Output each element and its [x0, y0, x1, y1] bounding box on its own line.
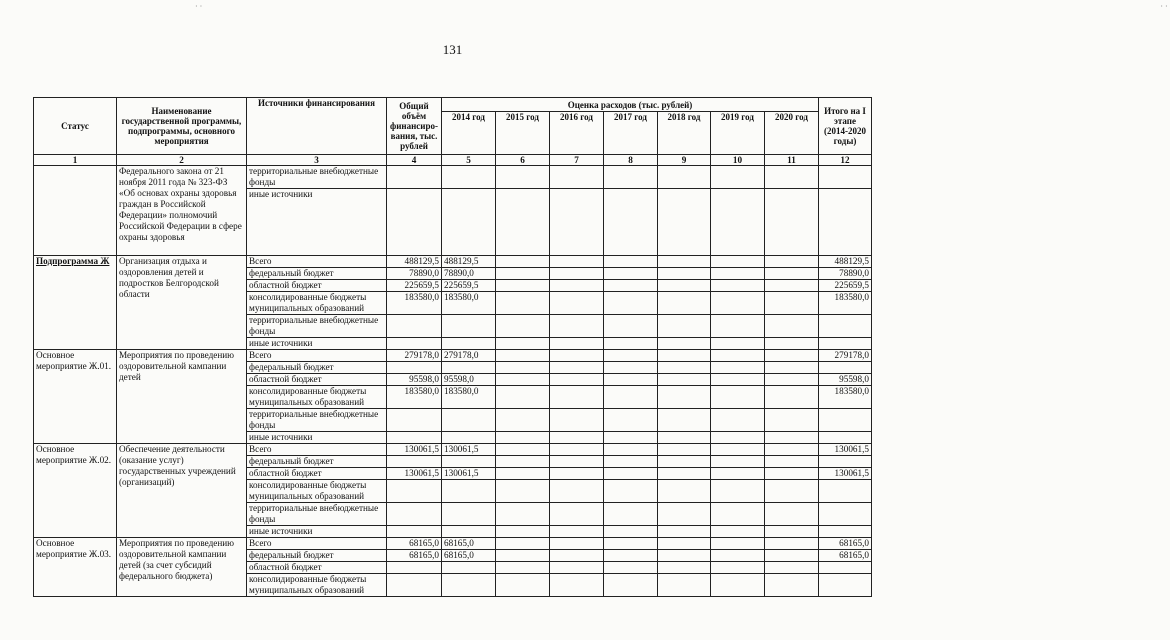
empty-cell	[550, 338, 604, 350]
stage-total-cell: 78890,0	[819, 268, 872, 280]
source-cell: территориальные внебюджетные фонды	[247, 315, 387, 338]
empty-cell	[658, 538, 711, 550]
empty-cell	[765, 338, 819, 350]
column-number: 2	[117, 155, 247, 166]
year-2014-cell: 183580,0	[442, 386, 496, 409]
empty-cell	[604, 409, 658, 432]
empty-cell	[711, 432, 765, 444]
empty-cell	[496, 166, 550, 189]
empty-cell	[765, 562, 819, 574]
year-2014-cell: 225659,5	[442, 280, 496, 292]
empty-cell	[550, 166, 604, 189]
page-number: 131	[442, 42, 463, 57]
total-volume-cell: 68165,0	[387, 550, 442, 562]
empty-cell	[604, 574, 658, 597]
total-volume-cell	[387, 503, 442, 526]
empty-cell	[658, 432, 711, 444]
total-volume-cell: 225659,5	[387, 280, 442, 292]
total-volume-cell	[387, 526, 442, 538]
empty-cell	[550, 456, 604, 468]
stage-total-cell	[819, 456, 872, 468]
header-sources: Источники финансирования	[247, 98, 387, 155]
source-cell: территориальные внебюджетные фонды	[247, 166, 387, 189]
empty-cell	[604, 166, 658, 189]
source-cell: областной бюджет	[247, 374, 387, 386]
source-cell: Всего	[247, 538, 387, 550]
budget-table	[33, 97, 872, 597]
stage-total-cell: 130061,5	[819, 468, 872, 480]
header-year: 2018 год	[658, 112, 711, 155]
header-year: 2015 год	[496, 112, 550, 155]
header-year: 2014 год	[442, 112, 496, 155]
empty-cell	[550, 292, 604, 315]
table-row	[34, 166, 872, 189]
empty-cell	[496, 268, 550, 280]
source-cell: Всего	[247, 444, 387, 456]
empty-cell	[604, 292, 658, 315]
empty-cell	[604, 350, 658, 362]
empty-cell	[604, 456, 658, 468]
status-cell: Подпрограмма Ж	[34, 256, 117, 350]
total-volume-cell	[387, 574, 442, 597]
empty-cell	[658, 374, 711, 386]
source-cell: федеральный бюджет	[247, 362, 387, 374]
empty-cell	[550, 503, 604, 526]
empty-cell	[604, 468, 658, 480]
empty-cell	[711, 338, 765, 350]
stage-total-cell: 68165,0	[819, 538, 872, 550]
stage-total-cell	[819, 409, 872, 432]
empty-cell	[765, 350, 819, 362]
program-name: Федерального закона от 21 ноября 2011 года № 323-ФЗ «Об основах охраны здоровья граждан в Российской Федерации» полномочий Российской Федерации в сфере охраны здоровья	[117, 166, 247, 256]
empty-cell	[711, 189, 765, 256]
empty-cell	[658, 574, 711, 597]
empty-cell	[550, 538, 604, 550]
stage-total-cell	[819, 574, 872, 597]
empty-cell	[765, 503, 819, 526]
source-cell: Всего	[247, 350, 387, 362]
empty-cell	[658, 189, 711, 256]
total-volume-cell: 78890,0	[387, 268, 442, 280]
stage-total-cell	[819, 562, 872, 574]
stage-total-cell	[819, 362, 872, 374]
empty-cell	[711, 374, 765, 386]
source-cell: Всего	[247, 256, 387, 268]
header-total-volume: Общий объём финансиро-вания, тыс. рублей	[387, 98, 442, 155]
total-volume-cell	[387, 562, 442, 574]
empty-cell	[765, 444, 819, 456]
stage-total-cell	[819, 480, 872, 503]
empty-cell	[496, 280, 550, 292]
empty-cell	[496, 562, 550, 574]
empty-cell	[550, 280, 604, 292]
empty-cell	[711, 292, 765, 315]
status-cell: Основное мероприятие Ж.02.	[34, 444, 117, 538]
empty-cell	[711, 574, 765, 597]
total-volume-cell	[387, 432, 442, 444]
column-number: 3	[247, 155, 387, 166]
stage-total-cell	[819, 338, 872, 350]
total-volume-cell: 183580,0	[387, 386, 442, 409]
source-cell: областной бюджет	[247, 468, 387, 480]
empty-cell	[496, 409, 550, 432]
empty-cell	[496, 574, 550, 597]
empty-cell	[550, 256, 604, 268]
total-volume-cell: 183580,0	[387, 292, 442, 315]
total-volume-cell: 488129,5	[387, 256, 442, 268]
program-name: Мероприятия по проведению оздоровительной кампании детей	[117, 350, 247, 444]
total-volume-cell: 279178,0	[387, 350, 442, 362]
total-volume-cell	[387, 315, 442, 338]
empty-cell	[604, 550, 658, 562]
total-volume-cell: 68165,0	[387, 538, 442, 550]
table-row	[34, 538, 872, 550]
empty-cell	[550, 468, 604, 480]
empty-cell	[765, 538, 819, 550]
table-row	[34, 444, 872, 456]
empty-cell	[765, 468, 819, 480]
empty-cell	[711, 562, 765, 574]
empty-cell	[387, 166, 442, 189]
empty-cell	[658, 468, 711, 480]
year-2014-cell	[442, 456, 496, 468]
empty-cell	[765, 409, 819, 432]
empty-cell	[765, 574, 819, 597]
empty-cell	[711, 456, 765, 468]
program-name: Организация отдыха и оздоровления детей и подростков Белгородской области	[117, 256, 247, 350]
empty-cell	[496, 292, 550, 315]
stage-total-cell: 130061,5	[819, 444, 872, 456]
header-status: Статус	[34, 98, 117, 155]
year-2014-cell	[442, 409, 496, 432]
empty-cell	[711, 526, 765, 538]
year-2014-cell	[442, 526, 496, 538]
empty-cell	[711, 280, 765, 292]
empty-cell	[550, 432, 604, 444]
table-row	[34, 350, 872, 362]
empty-cell	[658, 386, 711, 409]
status-cell: Основное мероприятие Ж.03.	[34, 538, 117, 597]
stage-total-cell: 279178,0	[819, 350, 872, 362]
year-2014-cell: 68165,0	[442, 550, 496, 562]
column-number: 8	[604, 155, 658, 166]
year-2014-cell	[442, 574, 496, 597]
empty-cell	[604, 256, 658, 268]
stage-total-cell: 183580,0	[819, 292, 872, 315]
year-2014-cell	[442, 503, 496, 526]
empty-cell	[819, 189, 872, 256]
source-cell: консолидированные бюджеты муниципальных образований	[247, 574, 387, 597]
empty-cell	[604, 315, 658, 338]
empty-cell	[711, 550, 765, 562]
empty-cell	[658, 550, 711, 562]
header-name: Наименование государственной программы, подпрограммы, основного мероприятия	[117, 98, 247, 155]
source-cell: консолидированные бюджеты муниципальных образований	[247, 480, 387, 503]
empty-cell	[711, 538, 765, 550]
empty-cell	[765, 166, 819, 189]
empty-cell	[765, 432, 819, 444]
stage-total-cell: 183580,0	[819, 386, 872, 409]
empty-cell	[765, 280, 819, 292]
header-stage-total: Итого на I этапе (2014-2020 годы)	[819, 98, 872, 155]
empty-cell	[658, 526, 711, 538]
stage-total-cell: 488129,5	[819, 256, 872, 268]
column-number: 6	[496, 155, 550, 166]
empty-cell	[442, 189, 496, 256]
empty-cell	[550, 526, 604, 538]
column-number: 11	[765, 155, 819, 166]
empty-cell	[496, 550, 550, 562]
empty-cell	[550, 189, 604, 256]
empty-cell	[604, 444, 658, 456]
empty-cell	[496, 256, 550, 268]
empty-cell	[550, 268, 604, 280]
year-2014-cell: 95598,0	[442, 374, 496, 386]
total-volume-cell: 130061,5	[387, 468, 442, 480]
empty-cell	[765, 268, 819, 280]
total-volume-cell	[387, 362, 442, 374]
empty-cell	[496, 503, 550, 526]
empty-cell	[550, 374, 604, 386]
empty-cell	[550, 550, 604, 562]
year-2014-cell	[442, 315, 496, 338]
empty-cell	[765, 362, 819, 374]
year-2014-cell	[442, 432, 496, 444]
empty-cell	[658, 480, 711, 503]
source-cell: федеральный бюджет	[247, 268, 387, 280]
total-volume-cell: 130061,5	[387, 444, 442, 456]
empty-cell	[658, 409, 711, 432]
status-cell	[34, 166, 117, 256]
empty-cell	[496, 432, 550, 444]
total-volume-cell	[387, 480, 442, 503]
empty-cell	[765, 374, 819, 386]
empty-cell	[711, 166, 765, 189]
empty-cell	[604, 538, 658, 550]
empty-cell	[711, 386, 765, 409]
source-cell: территориальные внебюджетные фонды	[247, 409, 387, 432]
source-cell: консолидированные бюджеты муниципальных образований	[247, 386, 387, 409]
empty-cell	[604, 480, 658, 503]
empty-cell	[604, 432, 658, 444]
source-cell: территориальные внебюджетные фонды	[247, 503, 387, 526]
empty-cell	[496, 456, 550, 468]
empty-cell	[711, 468, 765, 480]
empty-cell	[496, 468, 550, 480]
empty-cell	[658, 315, 711, 338]
empty-cell	[550, 315, 604, 338]
empty-cell	[658, 292, 711, 315]
empty-cell	[658, 166, 711, 189]
empty-cell	[496, 350, 550, 362]
empty-cell	[765, 480, 819, 503]
empty-cell	[658, 444, 711, 456]
empty-cell	[658, 562, 711, 574]
stage-total-cell: 95598,0	[819, 374, 872, 386]
empty-cell	[496, 362, 550, 374]
empty-cell	[658, 350, 711, 362]
empty-cell	[658, 338, 711, 350]
empty-cell	[604, 189, 658, 256]
empty-cell	[765, 550, 819, 562]
column-number: 12	[819, 155, 872, 166]
total-volume-cell	[387, 409, 442, 432]
empty-cell	[496, 526, 550, 538]
source-cell: областной бюджет	[247, 280, 387, 292]
year-2014-cell	[442, 480, 496, 503]
column-number: 4	[387, 155, 442, 166]
stage-total-cell: 225659,5	[819, 280, 872, 292]
empty-cell	[604, 362, 658, 374]
program-name: Мероприятия по проведению оздоровительной кампании детей (за счет субсидий федерального бюджета)	[117, 538, 247, 597]
empty-cell	[711, 315, 765, 338]
column-number: 5	[442, 155, 496, 166]
empty-cell	[550, 574, 604, 597]
empty-cell	[550, 562, 604, 574]
header-year: 2020 год	[765, 112, 819, 155]
empty-cell	[496, 386, 550, 409]
empty-cell	[658, 362, 711, 374]
year-2014-cell: 279178,0	[442, 350, 496, 362]
empty-cell	[550, 362, 604, 374]
empty-cell	[711, 350, 765, 362]
source-cell: федеральный бюджет	[247, 456, 387, 468]
table-row	[34, 256, 872, 268]
empty-cell	[711, 444, 765, 456]
year-2014-cell: 130061,5	[442, 468, 496, 480]
source-cell: иные источники	[247, 338, 387, 350]
empty-cell	[658, 256, 711, 268]
source-cell: иные источники	[247, 526, 387, 538]
source-cell: иные источники	[247, 432, 387, 444]
year-2014-cell: 183580,0	[442, 292, 496, 315]
empty-cell	[496, 374, 550, 386]
empty-cell	[550, 409, 604, 432]
empty-cell	[765, 189, 819, 256]
header-year: 2019 год	[711, 112, 765, 155]
source-cell: федеральный бюджет	[247, 550, 387, 562]
empty-cell	[765, 292, 819, 315]
empty-cell	[604, 374, 658, 386]
empty-cell	[496, 189, 550, 256]
empty-cell	[765, 386, 819, 409]
year-2014-cell: 78890,0	[442, 268, 496, 280]
empty-cell	[711, 256, 765, 268]
empty-cell	[550, 480, 604, 503]
empty-cell	[711, 503, 765, 526]
empty-cell	[711, 362, 765, 374]
empty-cell	[711, 409, 765, 432]
empty-cell	[765, 526, 819, 538]
empty-cell	[550, 350, 604, 362]
empty-cell	[550, 386, 604, 409]
empty-cell	[496, 338, 550, 350]
source-cell: областной бюджет	[247, 562, 387, 574]
empty-cell	[496, 444, 550, 456]
stage-total-cell	[819, 315, 872, 338]
year-2014-cell	[442, 562, 496, 574]
year-2014-cell: 130061,5	[442, 444, 496, 456]
source-cell: иные источники	[247, 189, 387, 256]
empty-cell	[819, 166, 872, 189]
stage-total-cell: 68165,0	[819, 550, 872, 562]
empty-cell	[604, 386, 658, 409]
stage-total-cell	[819, 526, 872, 538]
empty-cell	[711, 480, 765, 503]
column-number: 1	[34, 155, 117, 166]
column-number: 7	[550, 155, 604, 166]
year-2014-cell: 488129,5	[442, 256, 496, 268]
empty-cell	[496, 480, 550, 503]
scan-specks: ·· ··	[195, 2, 1170, 11]
program-name: Обеспечение деятельности (оказание услуг) государственных учреждений (организаций)	[117, 444, 247, 538]
header-year: 2016 год	[550, 112, 604, 155]
year-2014-cell: 68165,0	[442, 538, 496, 550]
year-2014-cell	[442, 362, 496, 374]
empty-cell	[604, 280, 658, 292]
empty-cell	[711, 268, 765, 280]
empty-cell	[604, 503, 658, 526]
empty-cell	[765, 456, 819, 468]
empty-cell	[550, 444, 604, 456]
empty-cell	[765, 256, 819, 268]
total-volume-cell: 95598,0	[387, 374, 442, 386]
empty-cell	[658, 503, 711, 526]
empty-cell	[442, 166, 496, 189]
header-estimate: Оценка расходов (тыс. рублей)	[442, 98, 819, 112]
empty-cell	[658, 268, 711, 280]
empty-cell	[658, 456, 711, 468]
empty-cell	[604, 338, 658, 350]
column-number: 9	[658, 155, 711, 166]
column-number: 10	[711, 155, 765, 166]
status-cell: Основное мероприятие Ж.01.	[34, 350, 117, 444]
empty-cell	[387, 189, 442, 256]
total-volume-cell	[387, 338, 442, 350]
empty-cell	[604, 268, 658, 280]
empty-cell	[604, 562, 658, 574]
source-cell: консолидированные бюджеты муниципальных образований	[247, 292, 387, 315]
total-volume-cell	[387, 456, 442, 468]
year-2014-cell	[442, 338, 496, 350]
empty-cell	[496, 538, 550, 550]
stage-total-cell	[819, 432, 872, 444]
header-year: 2017 год	[604, 112, 658, 155]
empty-cell	[658, 280, 711, 292]
empty-cell	[604, 526, 658, 538]
stage-total-cell	[819, 503, 872, 526]
empty-cell	[765, 315, 819, 338]
empty-cell	[496, 315, 550, 338]
